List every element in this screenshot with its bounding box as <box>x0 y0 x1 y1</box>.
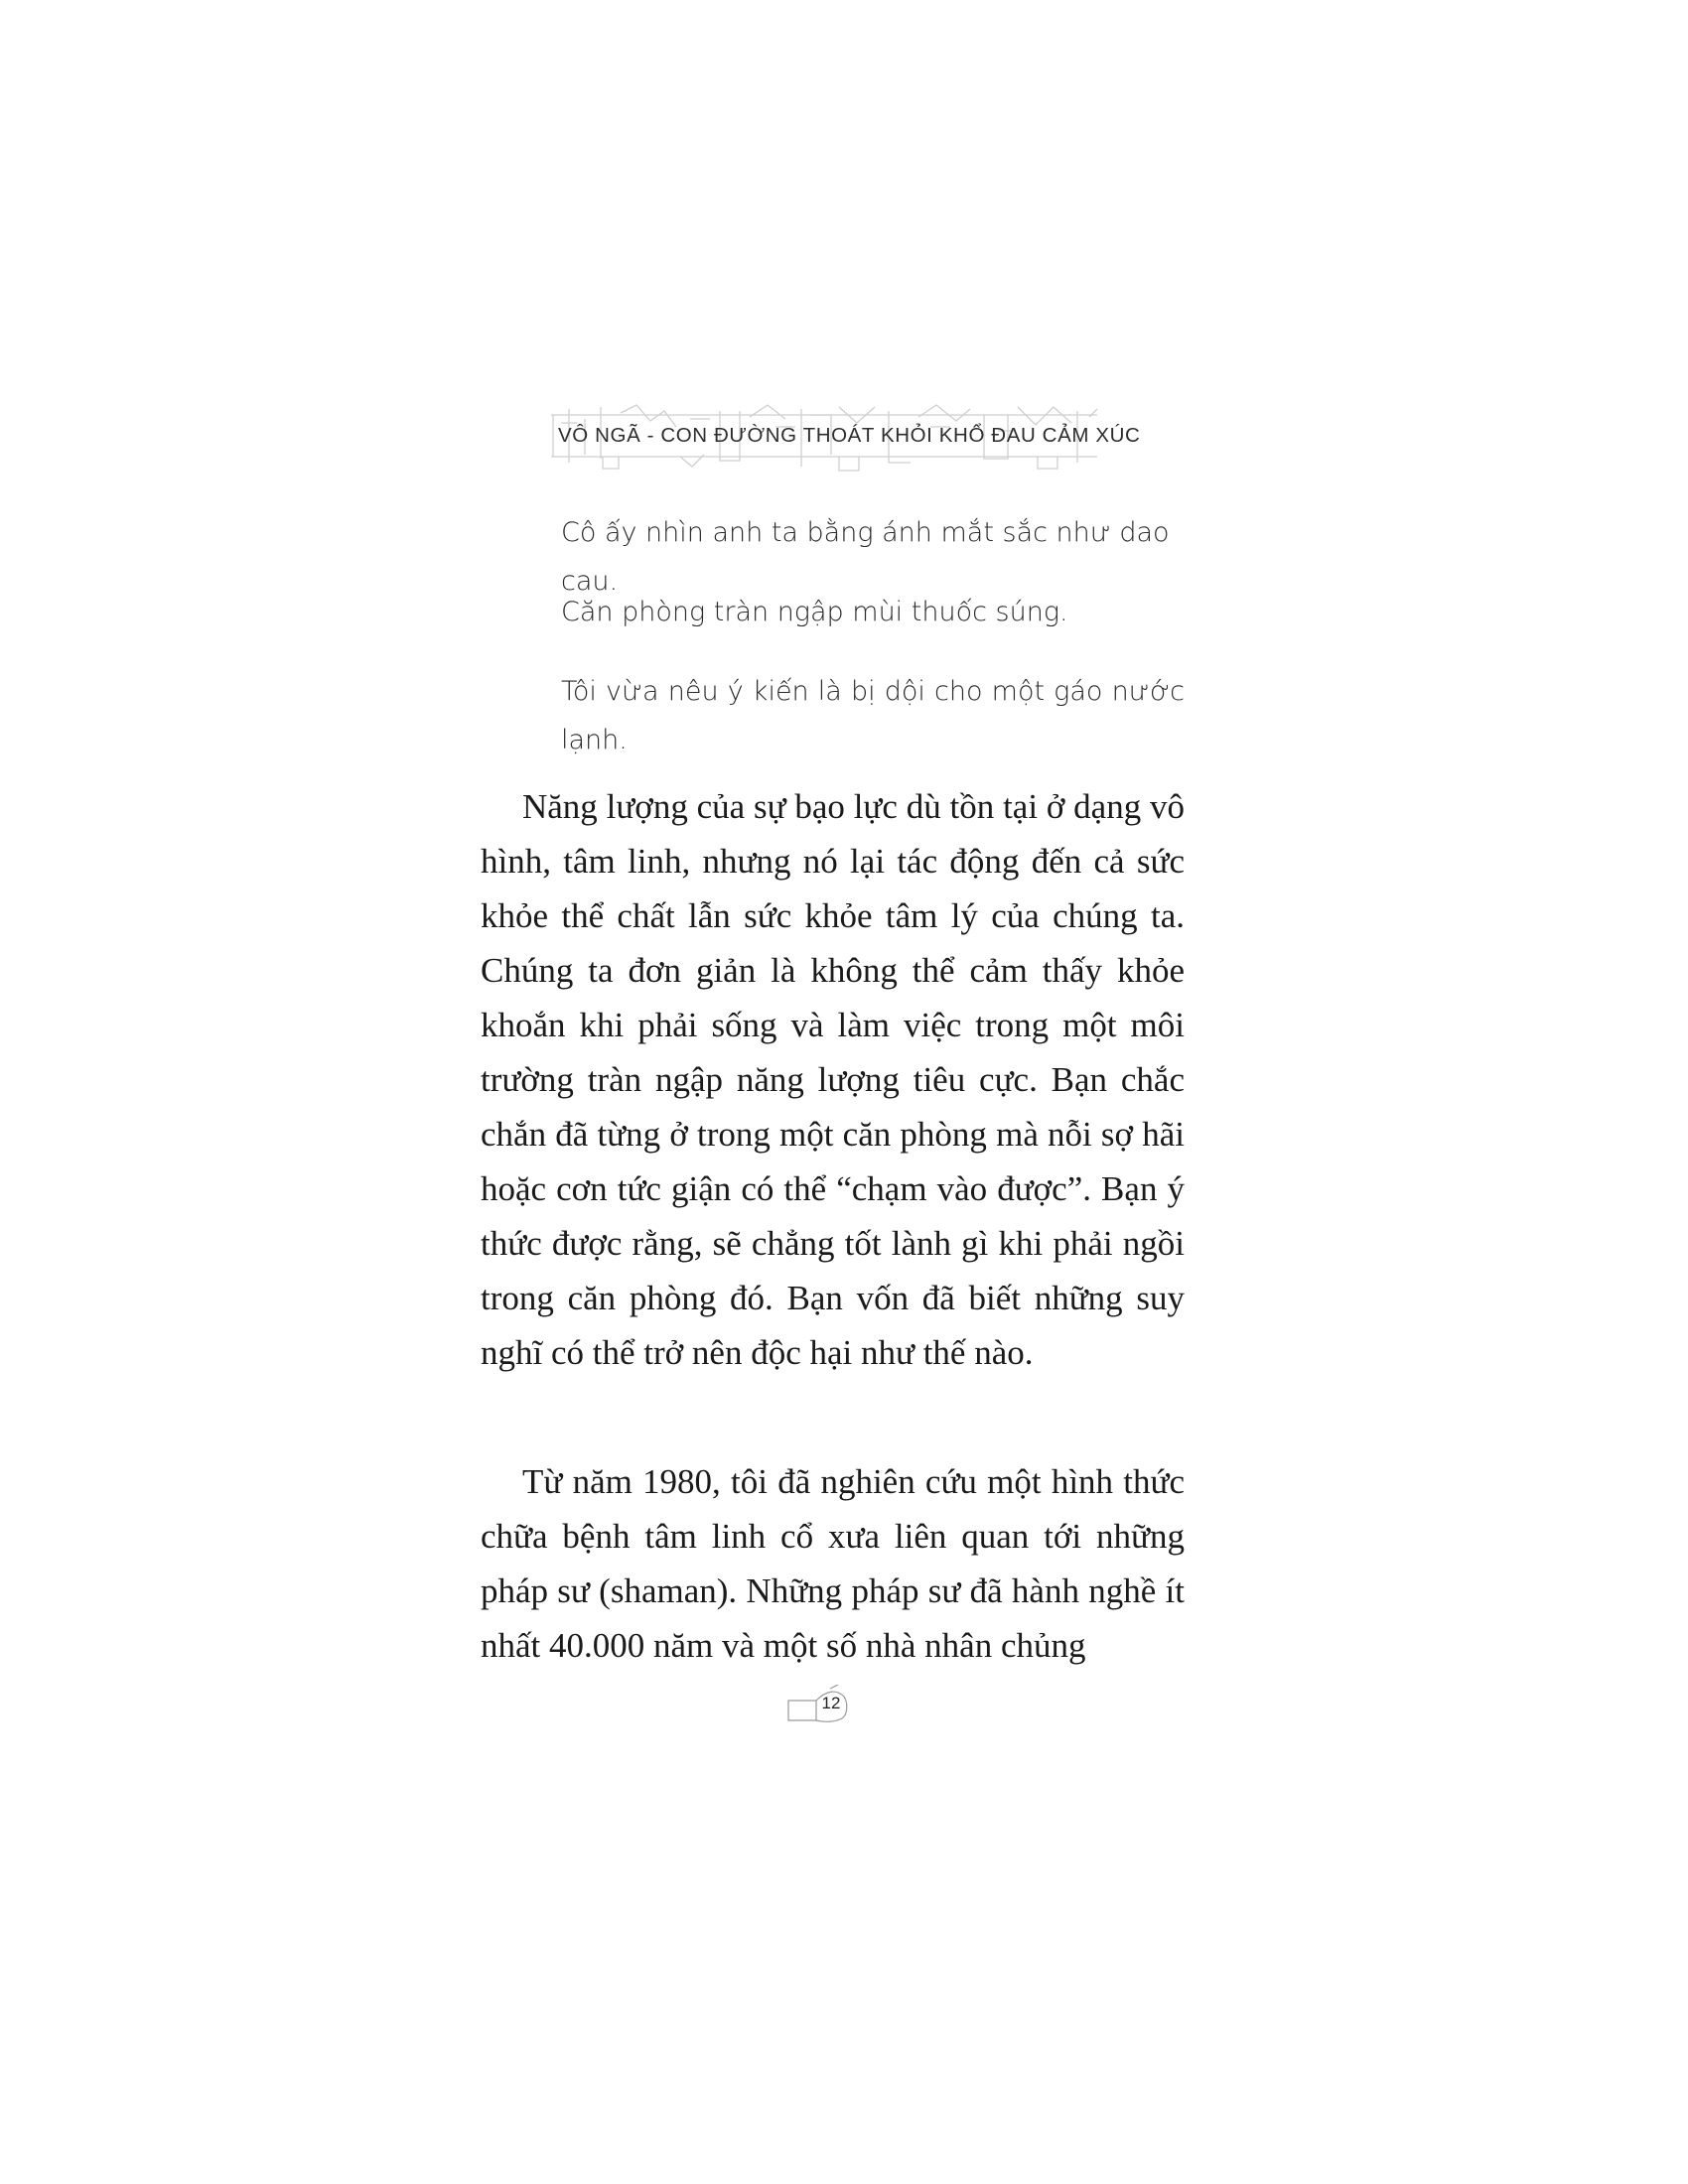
body-paragraph: Năng lượng của sự bạo lực dù tồn tại ở dạng vô hình, tâm linh, nhưng nó lại tác động đến cả sức khỏe thể chất lẫn sức khỏe tâm lý của chúng ta. Chúng ta đơn giản là không thể cảm thấy khỏe khoắn khi phải sống và làm việc trong một môi trường tràn ngập năng lượng tiêu cực. Bạn chắc chắn đã từng ở trong một căn phòng mà nỗi sợ hãi hoặc cơn tức giận có thể “chạm vào được”. Bạn ý thức được rằng, sẽ chẳng tốt lành gì khi phải ngồi trong căn phòng đó. Bạn vốn đã biết những suy nghĩ có thể trở nên độc hại như thế nào. <box>481 787 1185 1372</box>
example-quote: Tôi vừa nêu ý kiến là bị dội cho một gáo nước lạnh. <box>561 676 1185 755</box>
running-header <box>541 397 1141 496</box>
header-title: VÔ NGÃ - CON ĐƯỜNG THOÁT KHỎI KHỔ ĐAU CẢM XÚC <box>558 424 1141 447</box>
page-number: 12 <box>821 1694 841 1712</box>
example-quote: Căn phòng tràn ngập mùi thuốc súng. <box>561 597 1068 627</box>
body-paragraph: Từ năm 1980, tôi đã nghiên cứu một hình thức chữa bệnh tâm linh cổ xưa liên quan tới những pháp sư (shaman). Những pháp sư đã hành nghề ít nhất 40.000 năm và một số nhà nhân chủng <box>481 1462 1185 1665</box>
example-quote: Cô ấy nhìn anh ta bằng ánh mắt sắc như dao cau. <box>561 517 1170 597</box>
page-number-badge <box>786 1685 856 1724</box>
